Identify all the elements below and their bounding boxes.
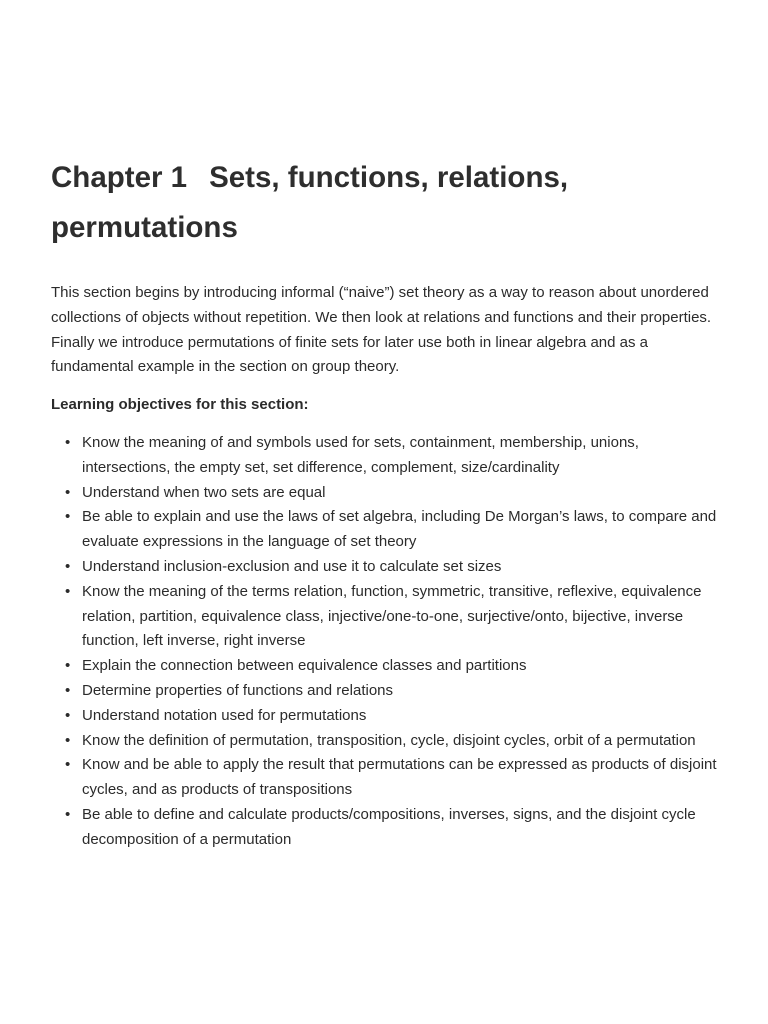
list-item [65,729,718,754]
bullet-icon: • [65,508,71,526]
list-item [65,704,718,729]
list-item [65,679,718,704]
list-item-text: Understand notation used for permutations [82,706,367,724]
list-item-text: Know and be able to apply the result that permutations can be expressed as products of disjoint cycles, and as products of transpositions [82,756,717,799]
list-item-text: Be able to explain and use the laws of set algebra, including De Morgan’s laws, to compare and evaluate expressions in the language of set theory [82,508,717,551]
bullet-icon: • [65,681,71,699]
list-item [65,654,718,679]
bullet-icon: • [65,706,71,724]
list-item [65,580,718,654]
list-item [65,753,718,803]
bullet-icon: • [65,657,71,675]
list-item-text: Determine properties of functions and relations [82,681,394,699]
bullet-icon: • [65,483,71,501]
bullet-icon: • [65,582,71,600]
bullet-icon: • [65,433,71,451]
list-item-text: Know the meaning of and symbols used for sets, containment, membership, unions, intersections, the empty set, set difference, complement, size/cardinality [82,433,639,476]
list-item-text: Know the meaning of the terms relation, function, symmetric, transitive, reflexive, equivalence relation, partition, equivalence class, injective/one-to-one, surjective/onto, bijective, inverse function, left inverse, right inverse [82,582,702,650]
objectives-heading: Learning objectives for this section: [51,396,309,414]
list-item [65,505,718,555]
intro-paragraph: This section begins by introducing informal (“naive”) set theory as a way to reason about unordered collections of objects without repetition. We then look at relations and functions and their properties. Finally we introduce permutations of finite sets for later use both in linear algebra and as a fundamental example in the section on group theory. [51,284,712,376]
bullet-icon: • [65,731,71,749]
chapter-number: Chapter 1 [51,161,188,194]
objectives-list [51,431,718,853]
list-item-text: Understand inclusion-exclusion and use it to calculate set sizes [82,557,502,575]
list-item-text: Know the definition of permutation, transposition, cycle, disjoint cycles, orbit of a permutation [82,731,696,749]
list-item-text: Explain the connection between equivalence classes and partitions [82,657,527,675]
list-item [65,481,718,506]
chapter-title: Sets, functions, relations, permutations [51,161,569,244]
bullet-icon: • [65,756,71,774]
list-item [65,803,718,853]
list-item [65,431,718,481]
bullet-icon: • [65,557,71,575]
list-item-text: Be able to define and calculate products/compositions, inverses, signs, and the disjoint cycle decomposition of a permutation [82,805,696,848]
bullet-icon: • [65,805,71,823]
list-item-text: Understand when two sets are equal [82,483,326,501]
list-item [65,555,718,580]
chapter-heading [51,0,718,253]
